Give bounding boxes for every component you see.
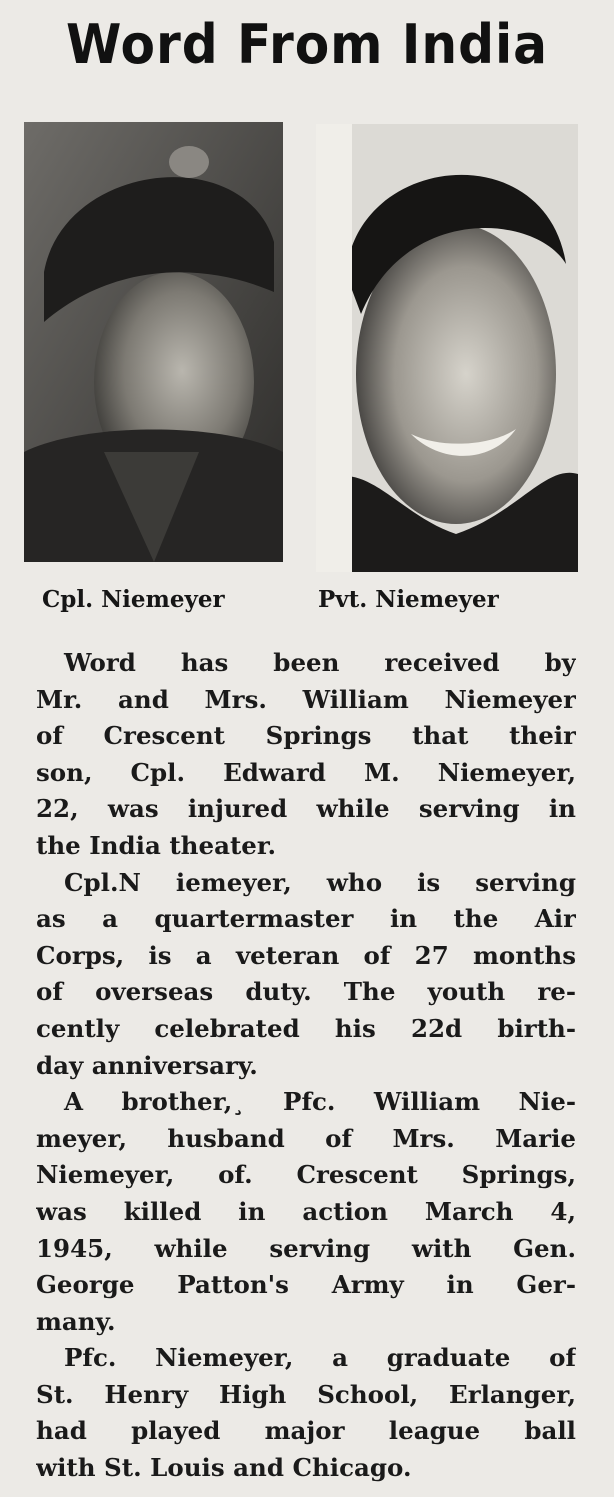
photo-pvt-niemeyer	[316, 124, 578, 572]
article-line: Mr. and Mrs. William Niemeyer	[36, 684, 576, 714]
article-line: Corps, is a veteran of 27 months	[36, 940, 576, 970]
article-line: Cpl.N iemeyer, who is serving	[64, 867, 576, 897]
article-body	[36, 645, 576, 1487]
article-line: with St. Louis and Chicago.	[36, 1453, 412, 1483]
article-paragraph	[36, 1084, 576, 1340]
article-line: 1945, while serving with Gen.	[36, 1233, 576, 1263]
portrait-soldier-cap-image	[24, 122, 283, 562]
article-line: day anniversary.	[36, 1050, 258, 1080]
article-line: A brother,¸ Pfc. William Nie-	[64, 1087, 576, 1117]
article-line: Word has been received by	[64, 648, 576, 677]
headline: Word From India	[66, 13, 548, 76]
article-line: St. Henry High School, Erlanger,	[36, 1379, 576, 1409]
article-line: of overseas duty. The youth re-	[36, 977, 576, 1007]
article-line: was killed in action March 4,	[36, 1196, 576, 1226]
article-line: George Patton's Army in Ger-	[36, 1270, 576, 1300]
article-line: the India theater.	[36, 830, 277, 860]
article-paragraph	[36, 645, 576, 865]
photo-cpl-niemeyer	[24, 122, 283, 562]
article-line: had played major league ball	[36, 1416, 576, 1446]
caption-pvt-niemeyer: Pvt. Niemeyer	[318, 586, 499, 613]
portrait-smiling-soldier-image	[316, 124, 578, 572]
article-line: meyer, husband of Mrs. Marie	[36, 1123, 576, 1153]
article-line: Pfc. Niemeyer, a graduate of	[64, 1343, 576, 1373]
article-line: of Crescent Springs that their	[36, 721, 576, 751]
article-line: many.	[36, 1306, 116, 1336]
article-line: 22, was injured while serving in	[36, 794, 576, 824]
article-line: Niemeyer, of. Crescent Springs,	[36, 1160, 576, 1190]
article-line: cently celebrated his 22d birth-	[36, 1013, 576, 1043]
article-paragraph	[36, 1340, 576, 1486]
article-line: as a quartermaster in the Air	[36, 904, 576, 934]
article-paragraph	[36, 865, 576, 1085]
caption-cpl-niemeyer: Cpl. Niemeyer	[42, 586, 225, 613]
article-line: son, Cpl. Edward M. Niemeyer,	[36, 757, 576, 787]
